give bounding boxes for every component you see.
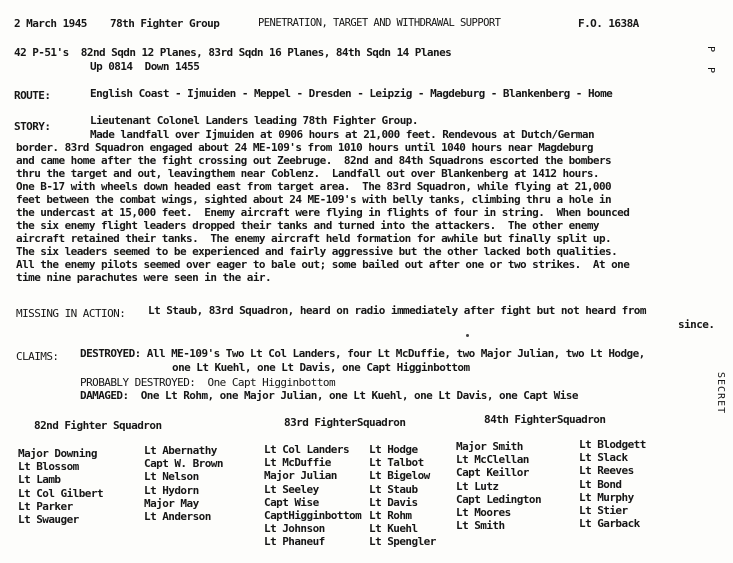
pilot-name: Lt Spengler <box>369 535 436 549</box>
pilot-name: Lt Col Gilbert <box>18 486 104 500</box>
pilot-name: Major May <box>144 496 199 510</box>
pilot-name: Lt Lamb <box>18 473 61 487</box>
pilot-name: Lt Garback <box>579 517 640 531</box>
route-label: ROUTE: <box>14 89 51 102</box>
roster-83-col-b <box>369 443 436 549</box>
claims-destroyed-cont: one Lt Kuehl, one Lt Davis, one Capt Higginbottom <box>172 361 470 374</box>
story-label: STORY: <box>14 120 51 133</box>
group-name: 78th Fighter Group <box>110 17 220 30</box>
pilot-name: CaptHigginbottom <box>264 509 362 523</box>
pilot-name: Lt Nelson <box>144 470 199 484</box>
pilot-name: Lt Davis <box>369 495 418 509</box>
claims-destroyed: DESTROYED: All ME-109's Two Lt Col Landers, four Lt McDuffie, two Major Julian, two Lt Hodge, <box>80 347 645 360</box>
pilot-name: Lt Stier <box>579 504 628 518</box>
pilot-name: Lt Blodgett <box>579 438 646 451</box>
story-line: feet between the combat wings, sighted about 24 ME-109's with belly tanks, climbing thru a hole in <box>16 193 612 206</box>
story-line: One B-17 with wheels down headed east from target area. The 83rd Squadron, while flying at 21,000 <box>16 180 612 193</box>
missing-text-cont: since. <box>678 318 715 331</box>
pilot-name: Capt Wise <box>264 495 319 509</box>
roster-84-col-b <box>579 438 646 530</box>
pilot-name: Lt Bond <box>579 477 622 491</box>
pilot-name: Lt Slack <box>579 451 628 465</box>
pilot-name: Lt Seeley <box>264 482 319 496</box>
story-line: Made landfall over Ijmuiden at 0906 hours at 21,000 feet. Rendevous at Dutch/German <box>90 128 595 141</box>
story-line: the undercast at 15,000 feet. Enemy aircraft were flying in flights of four in string. When bounced <box>16 206 630 219</box>
up-down-times: Up 0814 Down 1455 <box>90 60 200 73</box>
missing-text: Lt Staub, 83rd Squadron, heard on radio immediately after fight but not heard from <box>148 304 646 317</box>
pilot-name: Major Julian <box>264 469 337 483</box>
squadron-82-title: 82nd Fighter Squadron <box>34 419 162 432</box>
pilot-name: Lt Moores <box>456 506 511 520</box>
margin-mark: P P <box>705 46 716 75</box>
pilot-name: Lt Smith <box>456 519 505 533</box>
story-line: time nine parachutes were seen in the air. <box>16 271 272 284</box>
squadron-84-title: 84th FighterSquadron <box>484 413 606 426</box>
pilot-name: Lt Hodge <box>369 443 418 456</box>
story-line: The six leaders seemed to be experienced and fairly aggressive but the other lacked both qualities. <box>16 245 618 258</box>
squadron-83-title: 83rd FighterSquadron <box>284 416 406 429</box>
pilot-name: Lt Kuehl <box>369 522 418 536</box>
pilot-name: Lt Phaneuf <box>264 535 325 549</box>
pilot-name: Lt Rohm <box>369 509 412 523</box>
route-text: English Coast - Ijmuiden - Meppel - Dresden - Leipzig - Magdeburg - Blankenberg - Home <box>90 87 613 100</box>
pilot-name: Lt Abernathy <box>144 444 217 457</box>
pilot-name: Lt Hydorn <box>144 483 199 497</box>
roster-84-col-a <box>456 440 541 532</box>
pilot-name: Capt Keillor <box>456 466 529 480</box>
roster-83-col-a <box>264 443 361 549</box>
roster-82-col-b <box>144 444 223 523</box>
story-line: thru the target and out, leavingthem near Coblenz. Landfall out over Blankenberg at 1412 hours. <box>16 167 599 180</box>
pilot-name: Lt Johnson <box>264 522 325 536</box>
field-order-number: F.O. 1638A <box>578 17 639 30</box>
story-line: border. 83rd Squadron engaged about 24 ME-109's from 1010 hours until 1040 hours near Magdeburg <box>16 141 593 154</box>
pilot-name: Lt Col Landers <box>264 443 350 456</box>
pilot-name: Lt Blossom <box>18 460 79 474</box>
missing-label: MISSING IN ACTION: <box>16 307 126 320</box>
pilot-name: Lt Talbot <box>369 456 424 470</box>
pilot-name: Major Smith <box>456 440 523 453</box>
claims-damaged: DAMAGED: One Lt Rohm, one Major Julian, one Lt Kuehl, one Lt Davis, one Capt Wise <box>80 389 578 402</box>
claims-probably: PROBABLY DESTROYED: One Capt Higginbottom <box>80 376 336 389</box>
pilot-name: Lt Staub <box>369 482 418 496</box>
classification-mark: SECRET <box>715 372 726 415</box>
story-line: and came home after the fight crossing out Zeebruge. 82nd and 84th Squadrons escorted the bombers <box>16 154 612 167</box>
story-line: aircraft retained their tanks. The enemy aircraft held formation for awhile but finally split up. <box>16 232 612 245</box>
story-line: the six enemy flight leaders dropped their tanks and turned into the attackers. The other enemy <box>16 219 599 232</box>
pilot-name: Lt Reeves <box>579 464 634 478</box>
pilot-name: Lt McDuffie <box>264 456 331 470</box>
pilot-name: Capt W. Brown <box>144 457 223 471</box>
pilot-name: Capt Ledington <box>456 492 542 506</box>
aircraft-summary: 42 P-51's 82nd Sqdn 12 Planes, 83rd Sqdn 16 Planes, 84th Sqdn 14 Planes <box>14 46 452 59</box>
roster-82-col-a <box>18 447 103 526</box>
report-date: 2 March 1945 <box>14 17 87 30</box>
story-line: All the enemy pilots seemed over eager to bale out; some bailed out after one or two strikes. At one <box>16 258 630 271</box>
mission-type: PENETRATION, TARGET AND WITHDRAWAL SUPPORT <box>258 17 501 29</box>
pilot-name: Lt Lutz <box>456 479 499 493</box>
pilot-name: Lt McClellan <box>456 453 529 467</box>
stray-mark <box>466 334 469 337</box>
story-line: Lieutenant Colonel Landers leading 78th Fighter Group. <box>90 114 418 127</box>
pilot-name: Lt Bigelow <box>369 469 430 483</box>
pilot-name: Major Downing <box>18 447 97 460</box>
pilot-name: Lt Anderson <box>144 510 211 524</box>
pilot-name: Lt Murphy <box>579 490 634 504</box>
pilot-name: Lt Parker <box>18 499 73 513</box>
pilot-name: Lt Swauger <box>18 513 79 527</box>
claims-label: CLAIMS: <box>16 350 59 363</box>
